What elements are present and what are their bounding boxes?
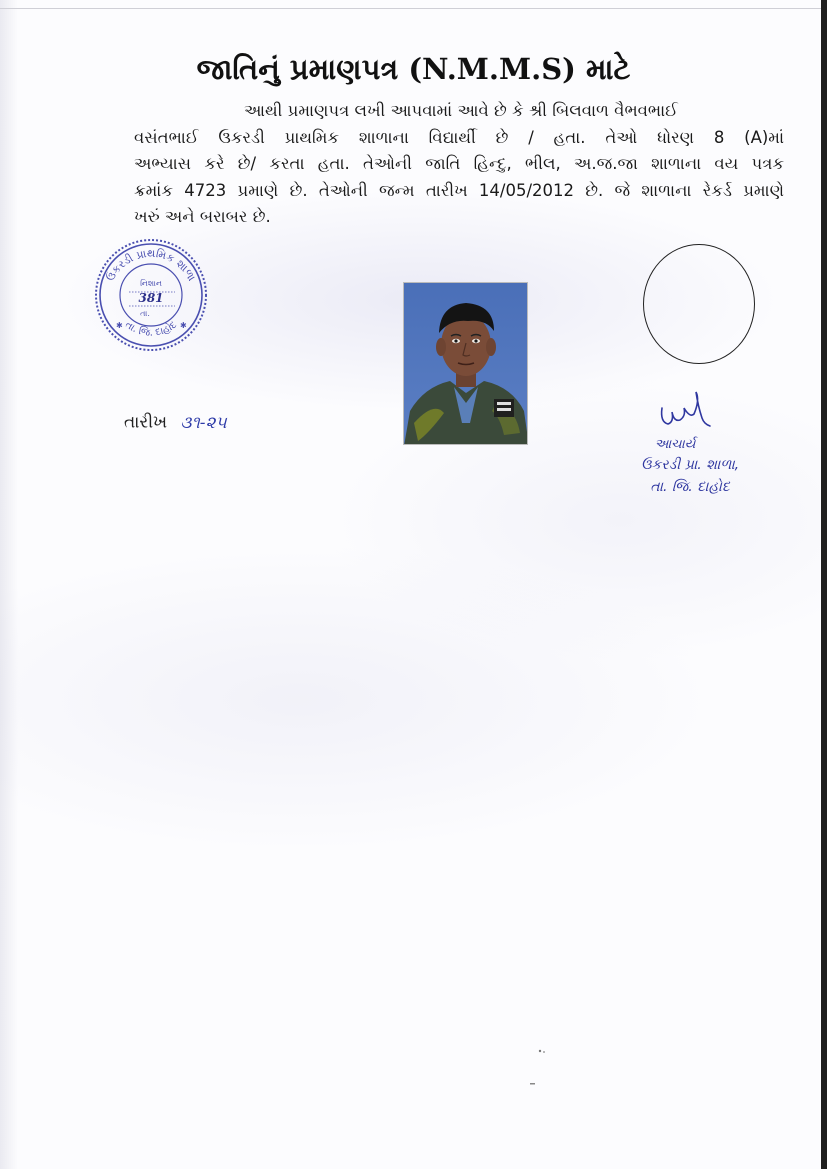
date-value-handwritten: ૩૧-૨૫ (180, 412, 227, 433)
student-photo (403, 282, 528, 445)
principal-signature-block (605, 436, 775, 498)
scan-specks (530, 1045, 550, 1095)
seal-bottom-text: તા. જિ. દાહોદ (122, 319, 180, 339)
school-location: તા. જિ. દાહોદ (650, 479, 730, 495)
school-seal-stamp (93, 237, 209, 353)
certificate-title: જાતિનું પ્રમાણપત્ર (N.M.M.S) માટે (196, 52, 631, 86)
date-row (124, 412, 227, 433)
seal-middle-label: નિશાન (140, 279, 162, 288)
body-line-5: ખરું અને બરાબર છે. (134, 207, 271, 226)
seal-star-icon-left: ✱ (116, 321, 123, 330)
student-portrait-icon (404, 283, 528, 445)
date-label: તારીખ (124, 412, 168, 433)
scan-edge-top (0, 8, 827, 9)
seal-star-icon-right: ✱ (180, 321, 187, 330)
scan-edge-right (821, 0, 827, 1169)
seal-top-text: ઉકરડી પ્રાથમિક શાળા (103, 246, 199, 284)
scan-shadow-left (0, 0, 18, 1169)
body-line-3: અભ્યાસ કરે છે/ કરતા હતા. તેઓની જાતિ હિન્દુ, ભીલ, અ.જ.જા શાળાના વય પત્રક (134, 154, 784, 173)
school-name: ઉકરડી પ્રા. શાળા, (640, 457, 740, 473)
principal-signature (656, 388, 716, 428)
attestation-circle (643, 244, 755, 364)
designation: આચાર્ય (654, 437, 696, 452)
body-line-1: આથી પ્રમાણપત્ર લખી આપવામાં આવે છે કે શ્રી બિલવાળ વૈભવભાઈ (244, 101, 678, 120)
body-line-2: વસંતભાઈ ઉકરડી પ્રાથમિક શાળાના વિદ્યાર્થી છે / હતા. તેઓ ધોરણ 8 (A)માં (134, 127, 784, 147)
body-line-4: ક્રમાંક 4723 પ્રમાણે છે. તેઓની જન્મ તારીખ 14/05/2012 છે. જે શાળાના રેકર્ડ પ્રમાણે (134, 180, 784, 200)
certificate-body (134, 98, 784, 231)
seal-middle-sub: તા. (140, 309, 150, 318)
seal-number: 381 (138, 291, 164, 305)
